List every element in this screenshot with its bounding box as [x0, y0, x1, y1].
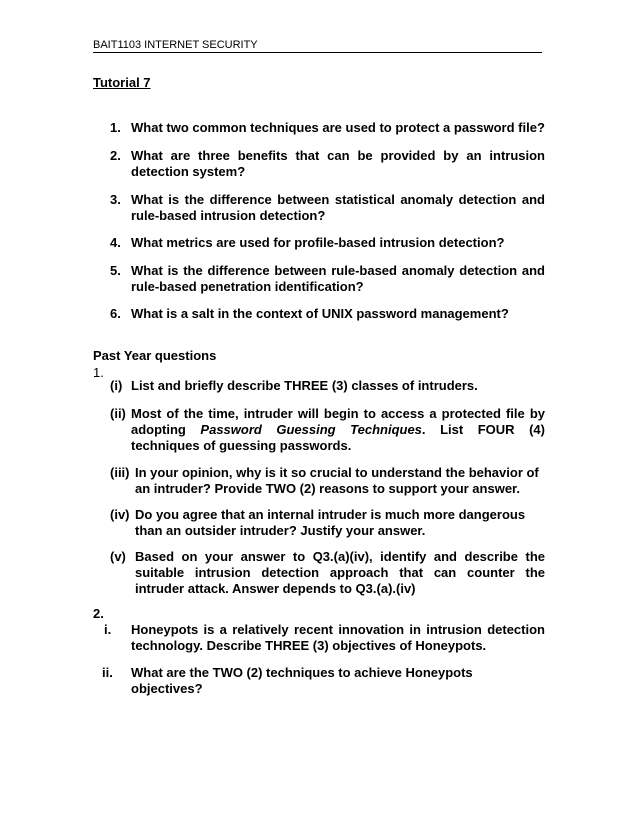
- past-year-question-number: 1.: [93, 365, 104, 380]
- tutorial-question: [110, 263, 545, 295]
- subquestion-text: List and briefly describe THREE (3) classes of intruders.: [131, 378, 478, 393]
- question-number: 6.: [110, 306, 121, 321]
- tutorial-question: [110, 235, 545, 251]
- question-number: 1.: [110, 120, 121, 135]
- subquestion-text: In your opinion, why is it so crucial to understand the behavior of an intruder? Provide TWO (2) reasons to support your answer.: [135, 465, 539, 496]
- past-year-subquestion: [110, 549, 545, 597]
- past-year-subquestion: [93, 622, 545, 654]
- question-text: What is the difference between statistical anomaly detection and rule-based intrusion detection?: [131, 192, 545, 223]
- tutorial-title: Tutorial 7: [93, 75, 151, 90]
- question-number: 5.: [110, 263, 121, 278]
- question-number: 4.: [110, 235, 121, 250]
- question-text: What are three benefits that can be provided by an intrusion detection system?: [131, 148, 545, 179]
- tutorial-question: [110, 120, 545, 136]
- question-text: What is a salt in the context of UNIX password management?: [131, 306, 509, 321]
- subquestion-text: Do you agree that an internal intruder is much more dangerous than an outsider intruder? Justify your answer.: [135, 507, 526, 538]
- italic-term: Password Guessing Techniques: [200, 422, 422, 437]
- subquestion-number: (iv): [110, 507, 130, 522]
- page-header: BAIT1103 INTERNET SECURITY: [93, 39, 542, 53]
- question-text: What metrics are used for profile-based intrusion detection?: [131, 235, 505, 250]
- tutorial-question: [110, 306, 545, 322]
- tutorial-question: [110, 192, 545, 224]
- past-year-subquestion: [93, 665, 545, 697]
- tutorial-question: [110, 148, 545, 180]
- past-year-subquestion: [110, 507, 545, 539]
- subquestion-number: (v): [110, 549, 126, 564]
- question-text: What two common techniques are used to protect a password file?: [131, 120, 545, 135]
- past-year-subquestion: [110, 406, 545, 454]
- subquestion-text: Most of the time, intruder will begin to access a protected file by adopting Password Guessing Techniques. List FOUR (4) techniques of guessing passwords.: [131, 406, 545, 453]
- subquestion-number: (ii): [110, 406, 126, 421]
- subquestion-number: i.: [104, 622, 112, 637]
- subquestion-text: What are the TWO (2) techniques to achieve Honeypots objectives?: [131, 665, 473, 696]
- question-number: 3.: [110, 192, 121, 207]
- question-text: What is the difference between rule-based anomaly detection and rule-based penetration identification?: [131, 263, 545, 294]
- past-year-subquestion: [110, 378, 545, 394]
- past-year-title: Past Year questions: [93, 348, 217, 363]
- subquestion-number: (iii): [110, 465, 130, 480]
- question-number: 2.: [110, 148, 121, 163]
- subquestion-number: ii.: [102, 665, 113, 680]
- subquestion-text: Honeypots is a relatively recent innovation in intrusion detection technology. Describe THREE (3) objectives of Honeypots.: [131, 622, 545, 653]
- past-year-subquestion: [110, 465, 545, 497]
- subquestion-text: Based on your answer to Q3.(a)(iv), identify and describe the suitable intrusion detection approach that can counter the intruder attack. Answer depends to Q3.(a).(iv): [135, 549, 545, 596]
- subquestion-number: (i): [110, 378, 123, 393]
- past-year-question-number: 2.: [93, 606, 104, 621]
